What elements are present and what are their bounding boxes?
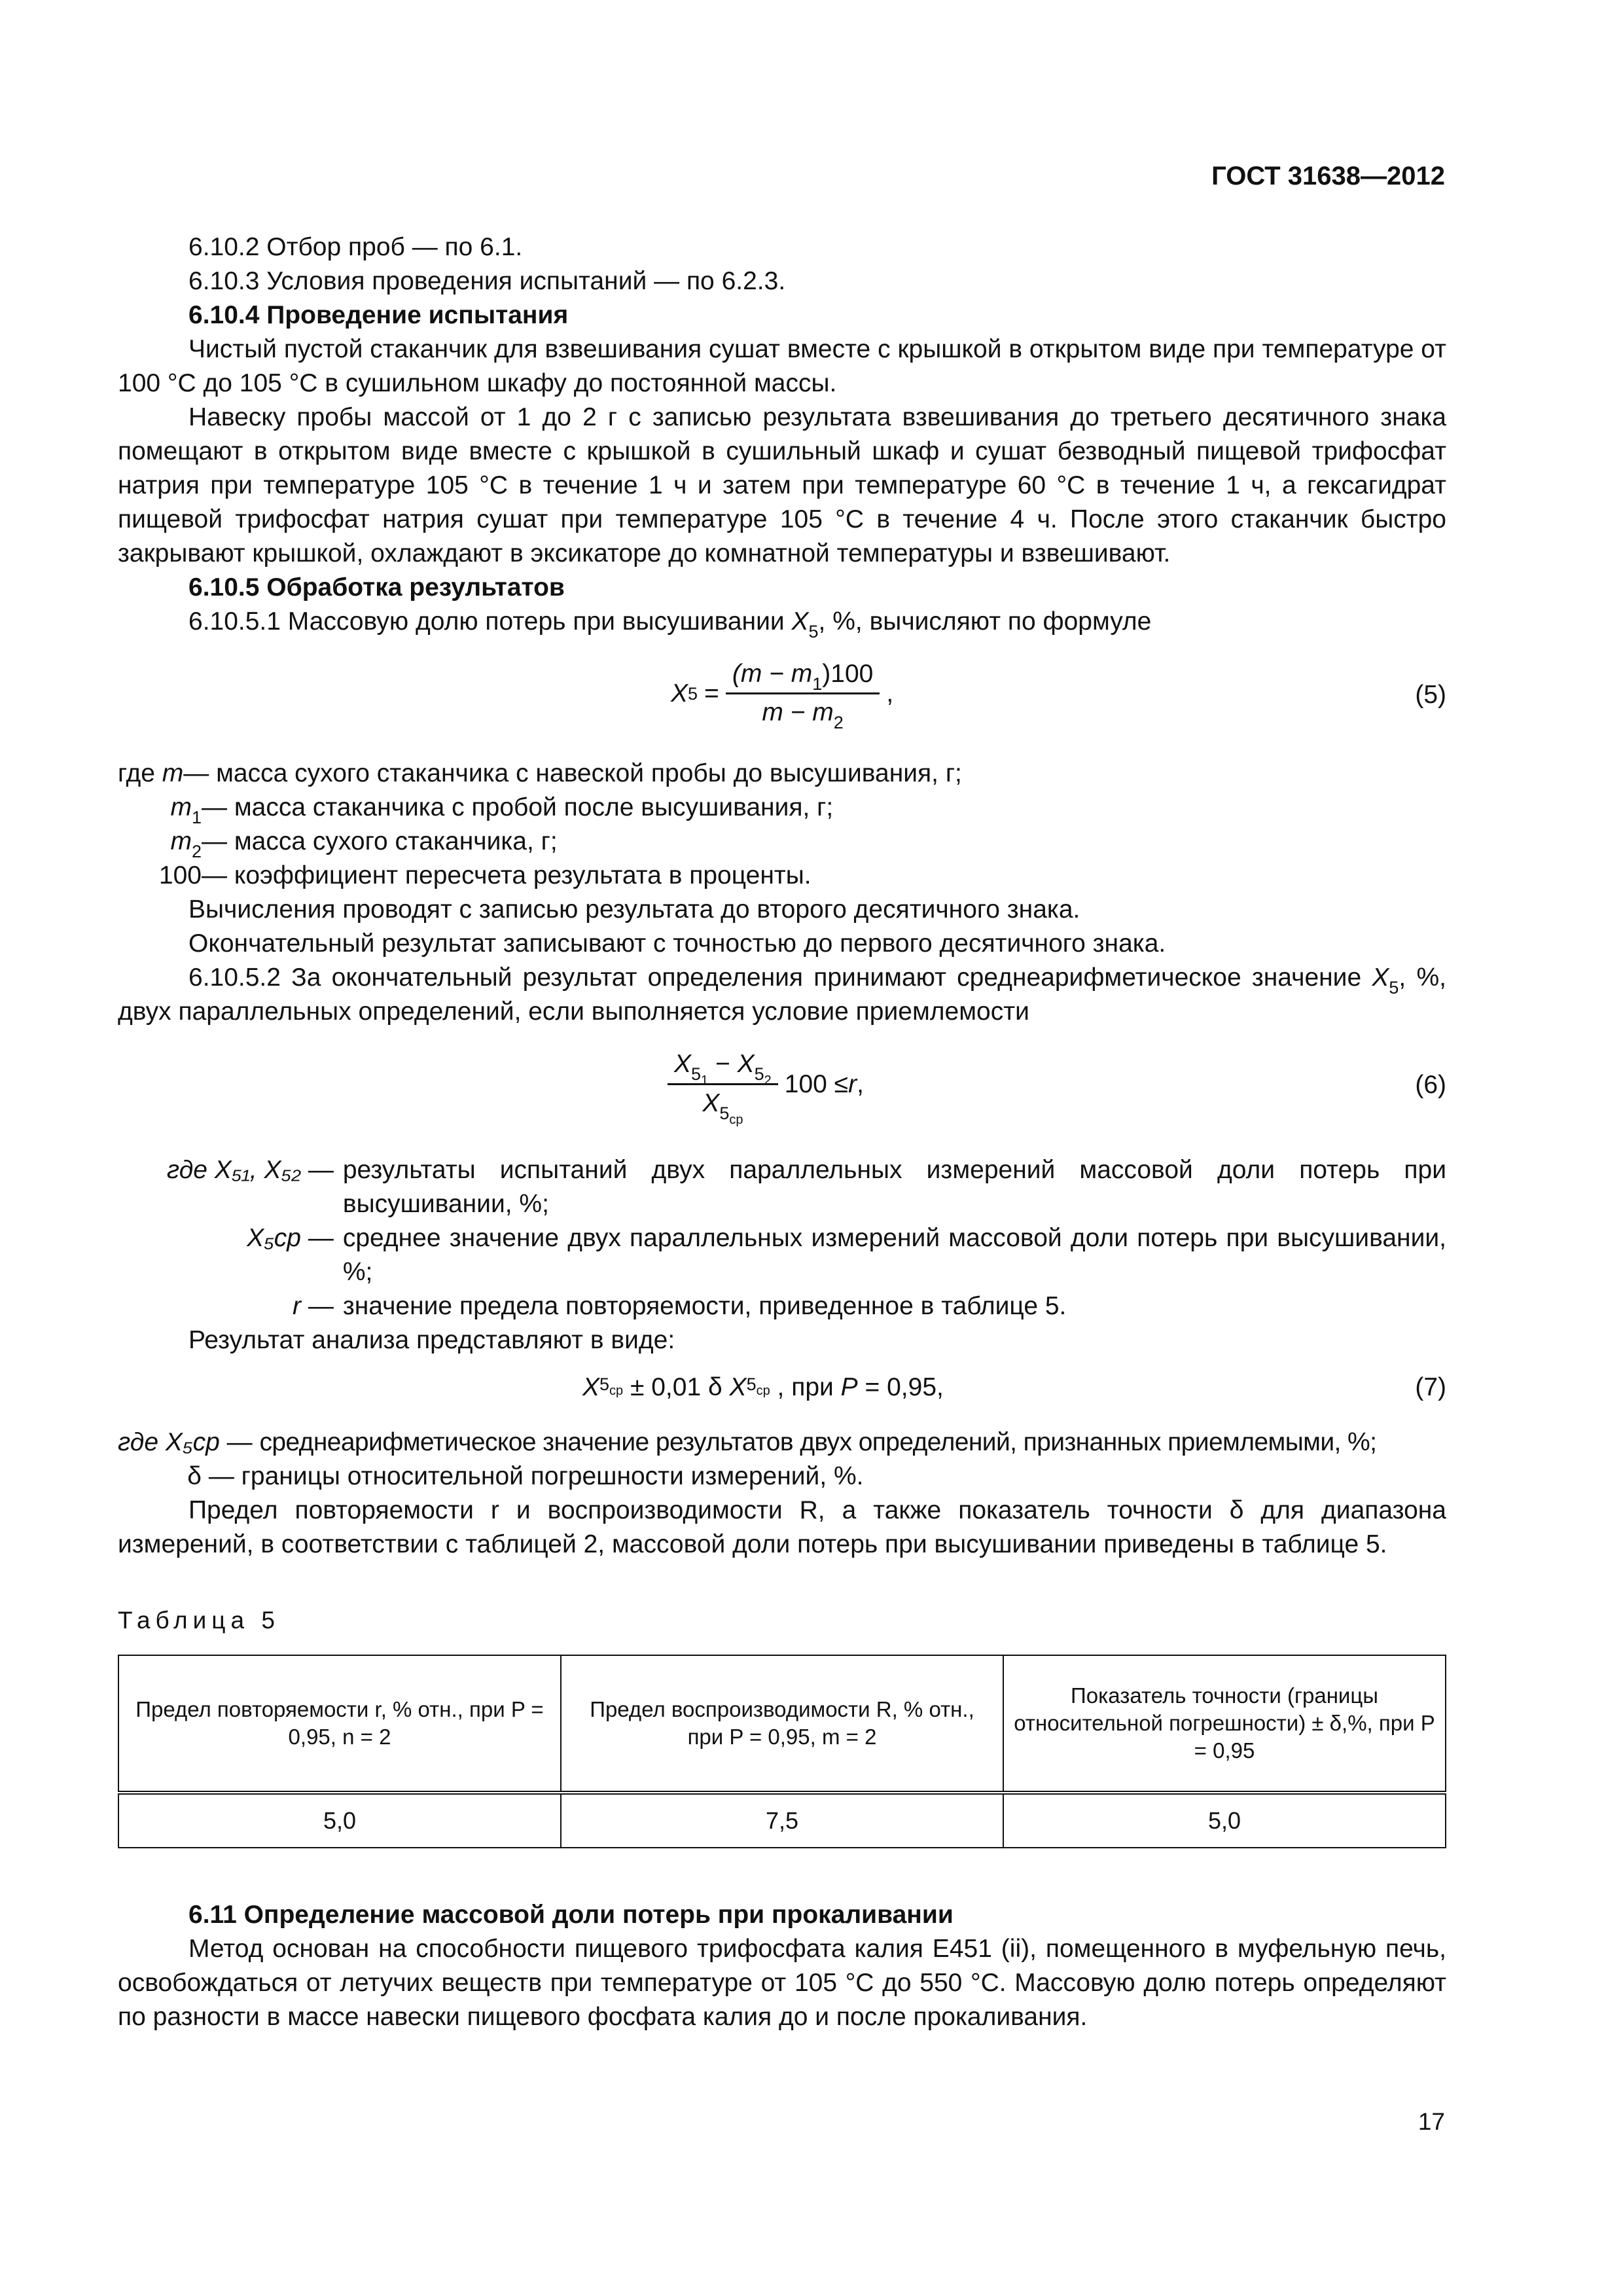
where-row: $m_1$ — масса стаканчика с пробой после высушивания, г; bbox=[170, 793, 834, 827]
table-header: Показатель точности (границы относительной погрешности) ± δ,%, при P = 0,95 bbox=[1003, 1655, 1446, 1793]
formula-number-5: (5) bbox=[1415, 681, 1446, 709]
where-row: 100 — коэффициент пересчета результата в проценты. bbox=[158, 861, 812, 889]
page-number: 17 bbox=[1418, 2108, 1445, 2135]
where-list-5 bbox=[118, 757, 1446, 893]
heading-6-11: 6.11 Определение массовой доли потерь при прокаливании bbox=[188, 1901, 954, 1929]
where-list-6 bbox=[118, 1153, 1446, 1323]
where-row: где m — масса сухого стаканчика с навеской пробы до высушивания, г; bbox=[118, 759, 962, 787]
paragraph-ignition-method: Метод основан на способности пищевого трифосфата калия Е451 (ii), помещенного в муфельную печь, освобождаться от летучих веществ при температуре от 105 °С до 550 °С. Массовую долю потерь определяют по разности в массе навески пищевого фосфата калия до и после прокаливания. bbox=[118, 1935, 1446, 2031]
clause-6-10-5-1: 6.10.5.1 Массовую долю потерь при высушивании $X_5$, %, вычисляют по формуле bbox=[188, 607, 1152, 641]
formula-7: X $5_{ср}$ ± 0,01 δ X $5_{ср}$ , при P = 0,95, (7) bbox=[118, 1371, 1446, 1416]
paragraph-result-form: Результат анализа представляют в виде: bbox=[188, 1326, 675, 1354]
where-list-7 bbox=[118, 1426, 1446, 1494]
where-row: δ — границы относительной погрешности измерений, %. bbox=[187, 1462, 864, 1490]
paragraph-drying-cup: Чистый пустой стаканчик для взвешивания сушат вместе с крышкой в открытом виде при температуре от 100 °С до 105 °С в сушильном шкафу до постоянной массы. bbox=[118, 335, 1446, 397]
formula-5-fraction: $\frac{(m - m_1)100}{m - m_2}$ bbox=[726, 658, 880, 728]
table-header: Предел повторяемости r, % отн., при P = 0,95, n = 2 bbox=[118, 1655, 561, 1793]
where-row: $m_2$ — масса сухого стаканчика, г; bbox=[170, 827, 558, 861]
formula-number-6: (6) bbox=[1415, 1071, 1446, 1099]
formula-6-fraction: $\frac{X_{5_1} - X_{5_2}}{X_{5_{ср}}}$ bbox=[668, 1049, 778, 1120]
table-cell: 5,0 bbox=[1003, 1793, 1446, 1848]
formula-number-7: (7) bbox=[1415, 1373, 1446, 1401]
clause-6-10-3: 6.10.3 Условия проведения испытаний — по 6.2.3. bbox=[188, 267, 786, 295]
where-row: где X₅₁, X₅₂ — результаты испытаний двух параллельных измерений массовой доли потерь при высушивании, %; bbox=[166, 1156, 1446, 1218]
table-row bbox=[118, 1793, 1446, 1848]
formula-5: X 5 = $\frac{(m - m_1)100}{m - m_2}$ , (5) bbox=[671, 660, 1446, 732]
formula-6: $\frac{X_{5_1} - X_{5_2}}{X_{5_{ср}}}$ 100 ≤ r , (6) bbox=[118, 1049, 1446, 1134]
paragraph-sample-drying: Навеску пробы массой от 1 до 2 г с записью результата взвешивания до третьего десятичного знака помещают в открытом виде вместе с крышкой в сушильный шкаф и сушат безводный пищевой трифосфат натрия при температуре 105 °С в течение 1 ч и затем при температуре 60 °С в течение 1 ч, а гексагидрат пищевой трифосфат натрия сушат при температуре 105 °С в течение 4 ч. После этого стаканчик быстро закрывают крышкой, охлаждают в эксикаторе до комнатной температуры и взвешивают. bbox=[118, 403, 1446, 567]
table-header: Предел воспроизводимости R, % отн., при P = 0,95, m = 2 bbox=[561, 1655, 1003, 1793]
page-content bbox=[118, 230, 1446, 2034]
heading-6-10-5: 6.10.5 Обработка результатов bbox=[188, 573, 565, 601]
table-cell: 5,0 bbox=[118, 1793, 561, 1848]
where-row: где X₅ср — среднеарифметическое значение результатов двух определений, признанных приемлемыми, %; bbox=[118, 1428, 1377, 1456]
heading-6-10-4: 6.10.4 Проведение испытания bbox=[188, 301, 569, 329]
clause-6-10-2: 6.10.2 Отбор проб — по 6.1. bbox=[188, 233, 523, 261]
table-5 bbox=[118, 1655, 1446, 1848]
where-row: X₅ср — среднее значение двух параллельных измерений массовой доли потерь при высушивании, %; bbox=[247, 1224, 1446, 1286]
document-id: ГОСТ 31638—2012 bbox=[1211, 162, 1445, 190]
table-cell: 7,5 bbox=[561, 1793, 1003, 1848]
table-5-caption: Таблица 5 bbox=[118, 1607, 280, 1634]
where-row: r — значение предела повторяемости, приведенное в таблице 5. bbox=[293, 1292, 1067, 1320]
paragraph-final-precision: Окончательный результат записывают с точностью до первого десятичного знака. bbox=[188, 929, 1166, 958]
paragraph-calc-precision: Вычисления проводят с записью результата до второго десятичного знака. bbox=[188, 895, 1080, 924]
clause-6-10-5-2: 6.10.5.2 За окончательный результат определения принимают среднеарифметическое значение $X_5$, %, двух параллельных определений, если выполняется условие приемлемости bbox=[118, 963, 1446, 1026]
paragraph-table-reference: Предел повторяемости r и воспроизводимости R, а также показатель точности δ для диапазона измерений, в соответствии с таблицей 2, массовой доли потерь при высушивании приведены в таблице 5. bbox=[118, 1496, 1446, 1558]
